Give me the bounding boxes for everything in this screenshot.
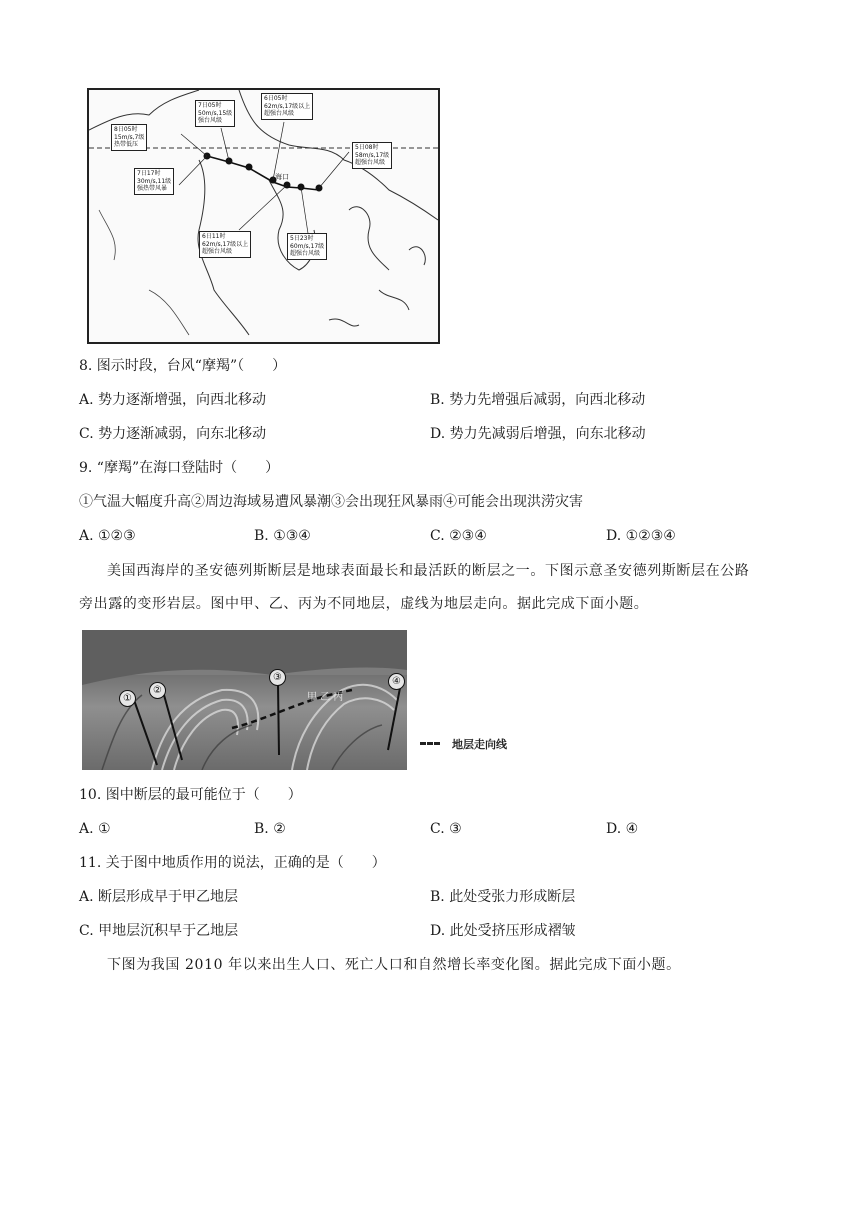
q8-option-a: A. 势力逐渐增强，向西北移动 — [79, 392, 267, 408]
typhoon-symbol — [246, 164, 253, 171]
marker-4: ④ — [388, 673, 405, 690]
legend-label: 地层走向线 — [452, 738, 507, 751]
strata-labels: 甲 乙 丙 — [307, 692, 344, 703]
map-label-7d17: 7日17时 30m/s,11级 强热带风暴 — [134, 168, 174, 195]
q10-option-d: D. ④ — [606, 821, 639, 837]
q11-stem: 11. 关于图中地质作用的说法，正确的是（ ） — [79, 855, 386, 871]
map-label-5d23: 5日23时 60m/s,17级 超强台风级 — [287, 233, 327, 260]
q10-option-a: A. ① — [79, 821, 111, 837]
q9-option-c: C. ②③④ — [430, 528, 487, 544]
q9-option-b: B. ①③④ — [254, 528, 311, 544]
map-label-6d11: 6日11时 62m/s,17级以上 超强台风级 — [199, 231, 251, 258]
typhoon-track-map — [87, 88, 440, 344]
q10-option-b: B. ② — [254, 821, 286, 837]
map-label-7d05: 7日05时 50m/s,15级 强台风级 — [195, 100, 235, 127]
q8-option-c: C. 势力逐渐减弱，向东北移动 — [79, 426, 267, 442]
legend-dash-icon — [420, 742, 440, 745]
marker-3: ③ — [269, 669, 286, 686]
q11-option-a: A. 断层形成早于甲乙地层 — [79, 889, 239, 905]
coastline-south — [99, 210, 189, 335]
passage-population: 下图为我国 2010 年以来出生人口、死亡人口和自然增长率变化图。据此完成下面小题。 — [107, 957, 681, 973]
q9-stem: 9. “摩羯”在海口登陆时（ ） — [79, 460, 280, 476]
q11-option-d: D. 此处受挤压形成褶皱 — [430, 923, 576, 939]
q11-option-b: B. 此处受张力形成断层 — [430, 889, 576, 905]
marker-1: ① — [119, 690, 136, 707]
city-label-haikou: 海口 — [275, 173, 289, 181]
q10-stem: 10. 图中断层的最可能位于（ ） — [79, 787, 302, 803]
q8-option-b: B. 势力先增强后减弱，向西北移动 — [430, 392, 646, 408]
map-label-8d05: 8日05时 15m/s,7级 热带低压 — [111, 124, 147, 151]
passage-fault-line2: 旁出露的变形岩层。图中甲、乙、丙为不同地层，虚线为地层走向。据此完成下面小题。 — [79, 596, 649, 612]
coastline-islands — [329, 207, 425, 326]
map-label-6d05: 6日05时 62m/s,17级以上 超强台风级 — [261, 93, 313, 120]
q9-items: ①气温大幅度升高②周边海域易遭风暴潮③会出现狂风暴雨④可能会出现洪涝灾害 — [79, 494, 583, 510]
q8-option-d: D. 势力先减弱后增强，向东北移动 — [430, 426, 646, 442]
fault-photo — [82, 630, 407, 770]
passage-fault-line1: 美国西海岸的圣安德列斯断层是地球表面最长和最活跃的断层之一。下图示意圣安德列斯断层在公路 — [107, 563, 750, 579]
q11-option-c: C. 甲地层沉积早于乙地层 — [79, 923, 239, 939]
q8-stem: 8. 图示时段，台风“摩羯”（ ） — [79, 358, 287, 374]
q10-option-c: C. ③ — [430, 821, 462, 837]
map-label-5d08: 5日08时 58m/s,17级 超强台风级 — [352, 142, 392, 169]
marker-2: ② — [149, 682, 166, 699]
q9-option-a: A. ①②③ — [79, 528, 136, 544]
q9-option-d: D. ①②③④ — [606, 528, 676, 544]
